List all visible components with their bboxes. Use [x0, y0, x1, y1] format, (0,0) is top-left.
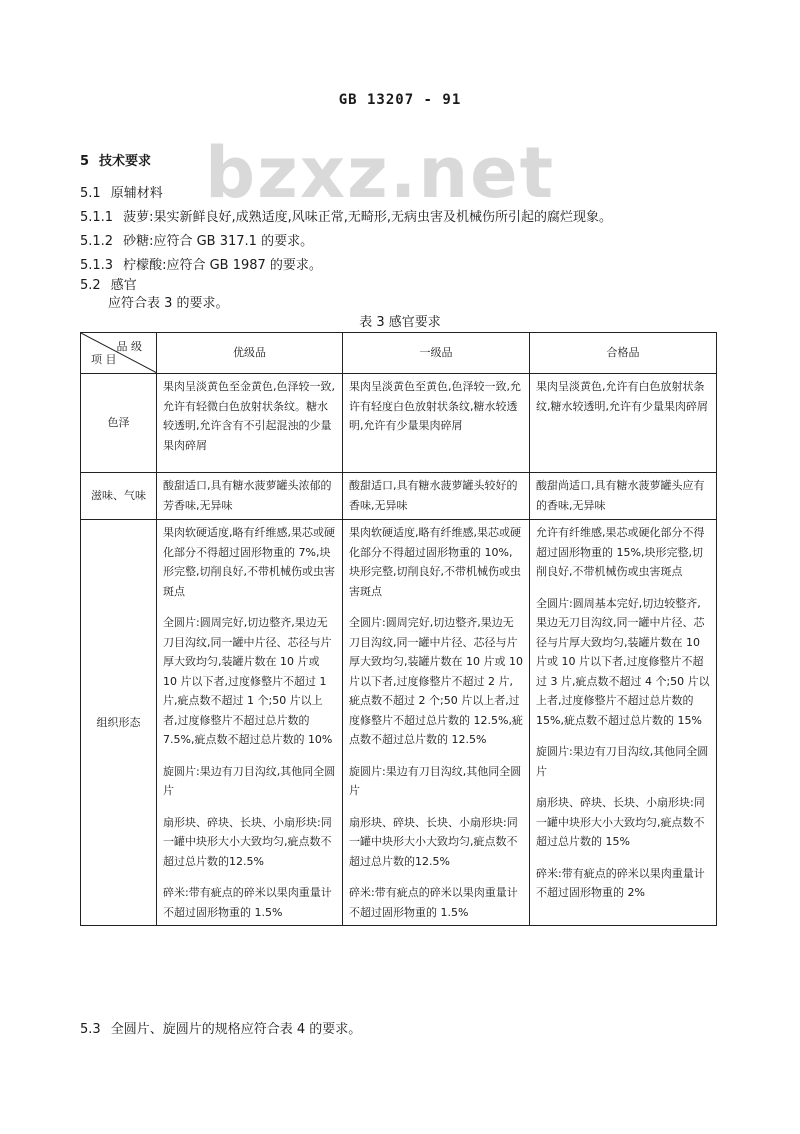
clause-number: 5.3	[80, 1022, 101, 1037]
clause-number: 5.1.3	[80, 258, 114, 273]
item-label: 项 目	[91, 352, 117, 366]
column-header-premium: 优级品	[157, 333, 343, 374]
cell-tissue-first-grade	[343, 520, 530, 926]
cell-taste-premium: 酸甜适口,具有糖水菠萝罐头浓郁的芳香味,无异味	[157, 473, 343, 520]
tissue-paragraph: 旋圆片:果边有刀目沟纹,其他同全圆片	[536, 745, 709, 778]
column-header-qualified: 合格品	[530, 333, 717, 374]
tissue-paragraph: 果肉软硬适度,略有纤维感,果芯或硬化部分不得超过固形物重的 7%,块形完整,切削良好,不带机械伤或虫害斑点	[163, 526, 335, 598]
table-row-tissue	[81, 520, 717, 926]
row-label-taste: 滋味、气味	[81, 473, 157, 520]
cell-tissue-qualified	[530, 520, 717, 926]
section-number: 5.2	[80, 278, 101, 293]
table-caption: 表 3 感官要求	[359, 315, 441, 330]
cell-taste-qualified: 酸甜尚适口,具有糖水菠萝罐头应有的香味,无异味	[530, 473, 717, 520]
table-row-taste	[81, 473, 717, 520]
tissue-paragraph: 全圆片:圆周完好,切边整齐,果边无刀目沟纹,同一罐中片径、芯径与片厚大致均匀,装罐片数在 10 片或 10 片以下者,过度修整片不超过 1 片,疵点数不超过 1 个;50 片以上者,过度修整片不超过总片数的 7.5%,疵点数不超过总片数的 10%	[163, 616, 333, 746]
cell-color-premium: 果肉呈淡黄色至金黄色,色泽较一致,允许有轻微白色放射状条纹。糖水较透明,允许含有不引起混浊的少量果肉碎屑	[157, 374, 343, 473]
section-title: 感官	[110, 278, 137, 293]
section-number: 5.1	[80, 186, 101, 201]
clause-text: 砂糖:应符合 GB 317.1 的要求。	[123, 234, 314, 249]
clause-text: 菠萝:果实新鲜良好,成熟适度,风味正常,无畸形,无病虫害及机械伤所引起的腐烂现象。	[123, 210, 612, 225]
tissue-paragraph: 旋圆片:果边有刀目沟纹,其他同全圆片	[163, 764, 336, 797]
table-corner-cell	[81, 333, 157, 374]
grade-label: 品 级	[116, 340, 142, 353]
clause-5-1-2	[80, 230, 313, 249]
clause-5-1-3	[80, 254, 322, 273]
cell-color-first-grade: 果肉呈淡黄色至黄色,色泽较一致,允许有轻度白色放射状条纹,糖水较透明,允许有少量果肉碎屑	[343, 374, 530, 473]
tissue-paragraph: 果肉软硬适度,略有纤维感,果芯或硬化部分不得超过固形物重的 10%,块形完整,切削良好,不带机械伤或虫害斑点	[349, 526, 521, 598]
row-label-tissue: 组织形态	[81, 520, 157, 926]
column-header-first-grade: 一级品	[343, 333, 530, 374]
clause-text: 柠檬酸:应符合 GB 1987 的要求。	[123, 258, 322, 273]
watermark: bzxz.net	[205, 132, 556, 214]
tissue-paragraph: 旋圆片:果边有刀目沟纹,其他同全圆片	[349, 764, 522, 797]
document-code-header: GB 13207 - 91	[338, 92, 462, 108]
table-row-color	[81, 374, 717, 473]
tissue-paragraph: 碎米:带有疵点的碎米以果肉重量计不超过固形物重的 1.5%	[163, 886, 332, 919]
tissue-paragraph: 全圆片:圆周完好,切边整齐,果边无刀目沟纹,同一罐中片径、芯径与片厚大致均匀,装罐片数在 10 片或 10 片以下者,过度修整片不超过 2 片,疵点数不超过 2 个;50 片以上者,过度修整片不超过总片数的 12.5%,疵点数不超过总片数的 12.5%	[349, 616, 523, 746]
section-number: 5	[80, 154, 90, 169]
cell-taste-first-grade: 酸甜适口,具有糖水菠萝罐头较好的香味,无异味	[343, 473, 530, 520]
tissue-paragraph: 扇形块、碎块、长块、小扇形块:同一罐中块形大小大致均匀,疵点数不超过总片数的12.5%	[163, 815, 332, 868]
section-title: 技术要求	[99, 154, 152, 169]
section-5-2-text: 应符合表 3 的要求。	[108, 296, 229, 311]
tissue-paragraph: 全圆片:圆周基本完好,切边较整齐,果边无刀目沟纹,同一罐中片径、芯径与片厚大致均匀,装罐片数在 10 片或 10 片以下者,过度修整片不超过 3 片,疵点数不超过 4 个;50 片以上者,过度修整片不超过总片数的 15%,疵点数不超过总片数的 15%	[536, 596, 710, 727]
tissue-paragraph: 碎米:带有疵点的碎米以果肉重量计不超过固形物重的 1.5%	[349, 886, 518, 919]
clause-text: 全圆片、旋圆片的规格应符合表 4 的要求。	[110, 1022, 362, 1037]
tissue-paragraph: 碎米:带有疵点的碎米以果肉重量计不超过固形物重的 2%	[536, 866, 705, 899]
cell-color-qualified: 果肉呈淡黄色,允许有白色放射状条纹,糖水较透明,允许有少量果肉碎屑	[530, 374, 717, 473]
table-header-row	[81, 333, 717, 374]
sensory-requirements-table	[80, 332, 717, 926]
tissue-paragraph: 扇形块、碎块、长块、小扇形块:同一罐中块形大小大致均匀,疵点数不超过总片数的 15%	[536, 796, 705, 848]
tissue-paragraph: 允许有纤维感,果芯或硬化部分不得超过固形物重的 15%,块形完整,切削良好,不带机械伤或虫害斑点	[536, 526, 705, 578]
cell-tissue-premium	[157, 520, 343, 926]
section-title: 原辅材料	[110, 186, 163, 201]
clause-number: 5.1.1	[80, 210, 114, 225]
clause-5-1-1	[80, 206, 612, 225]
row-label-color: 色泽	[81, 374, 157, 473]
clause-number: 5.1.2	[80, 234, 114, 249]
section-5-heading	[80, 150, 151, 169]
tissue-paragraph: 扇形块、碎块、长块、小扇形块:同一罐中块形大小大致均匀,疵点数不超过总片数的12.5%	[349, 815, 518, 868]
section-5-1-heading	[80, 182, 163, 201]
section-5-2-heading	[80, 274, 137, 293]
clause-5-3	[80, 1018, 361, 1037]
